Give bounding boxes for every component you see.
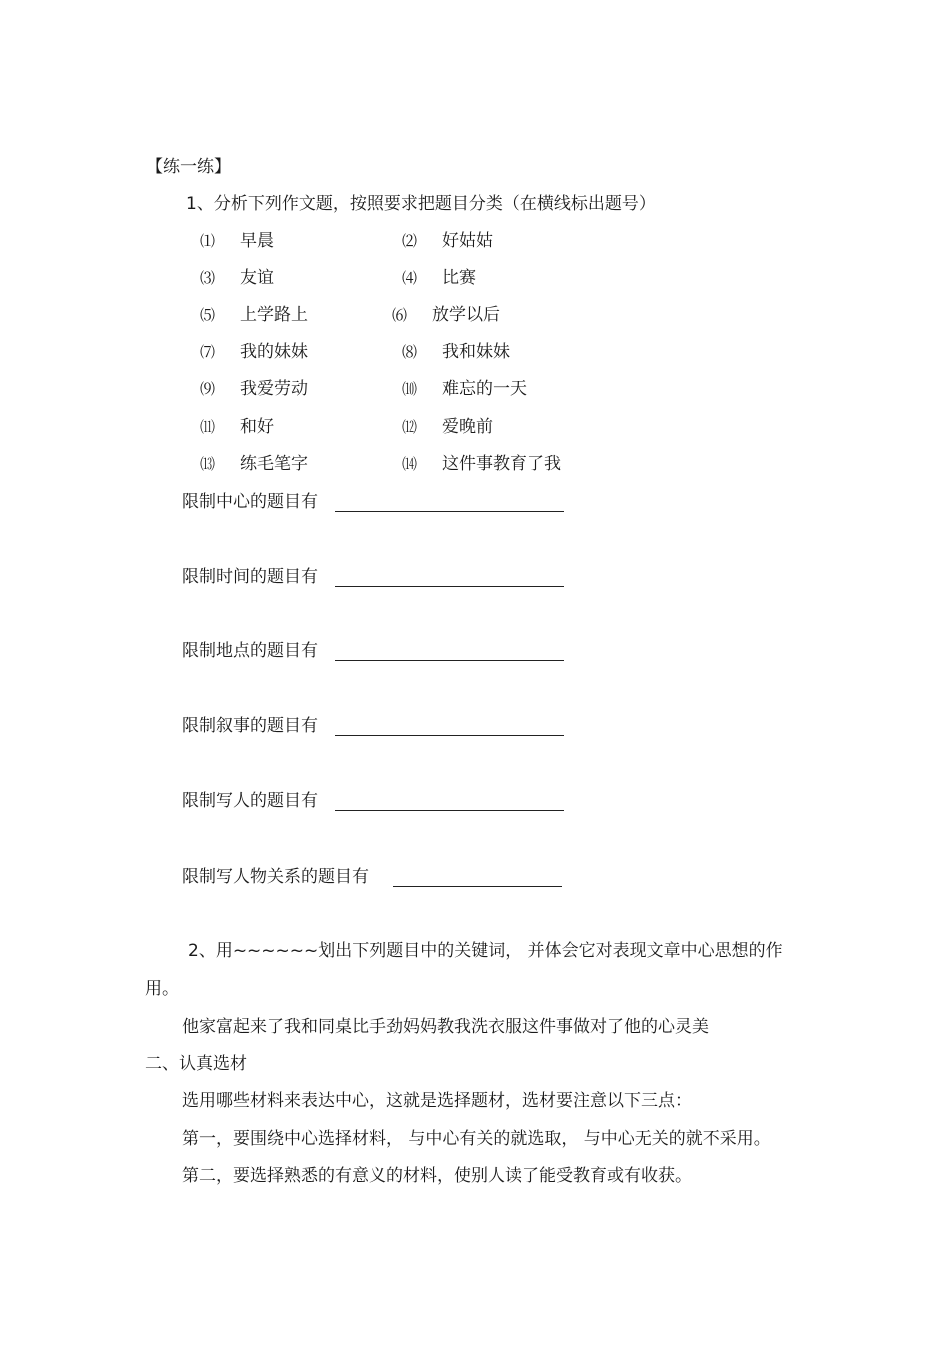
blank-label: 限制写人的题目有	[182, 791, 318, 811]
topic-label: 好姑姑	[442, 231, 493, 251]
topic-number: ⑴	[200, 232, 216, 250]
topic-label: 这件事教育了我	[442, 454, 561, 474]
answer-blank-line[interactable]	[393, 886, 562, 887]
topic-number: ⑸	[200, 306, 216, 324]
topic-number: ⑾	[200, 418, 216, 436]
topic-number: ⑺	[200, 343, 216, 361]
topic-number: ⑶	[200, 269, 216, 287]
blank-label: 限制叙事的题目有	[182, 716, 318, 736]
topic-label: 上学路上	[240, 305, 308, 325]
topic-number: ⒀	[200, 455, 216, 473]
part-2-point-1: 第一，要围绕中心选择材料， 与中心有关的就选取， 与中心无关的就不采用。	[182, 1129, 771, 1149]
topic-number: ⑵	[402, 232, 418, 250]
blank-label: 限制时间的题目有	[182, 567, 318, 587]
part-2-heading: 二、认真选材	[145, 1054, 247, 1074]
topic-number: ⑹	[392, 306, 408, 324]
topic-number: ⒁	[402, 455, 418, 473]
topic-number: ⑽	[402, 380, 418, 398]
question-2-titles: 他家富起来了我和同桌比手劲妈妈教我洗衣服这件事做对了他的心灵美	[182, 1017, 709, 1037]
blank-label: 限制中心的题目有	[182, 492, 318, 512]
topic-label: 友谊	[240, 268, 274, 288]
topic-label: 我和妹妹	[442, 342, 510, 362]
answer-blank-line[interactable]	[335, 660, 564, 661]
topic-label: 放学以后	[432, 305, 500, 325]
answer-blank-line[interactable]	[335, 735, 564, 736]
topic-label: 练毛笔字	[240, 454, 308, 474]
topic-label: 难忘的一天	[442, 379, 527, 399]
topic-label: 早晨	[240, 231, 274, 251]
blank-label: 限制地点的题目有	[182, 641, 318, 661]
blank-label: 限制写人物关系的题目有	[182, 867, 369, 887]
section-heading: 【练一练】	[146, 157, 231, 177]
topic-number: ⑿	[402, 418, 418, 436]
answer-blank-line[interactable]	[335, 810, 564, 811]
topic-label: 爱晚前	[442, 417, 493, 437]
topic-number: ⑻	[402, 343, 418, 361]
topic-label: 我爱劳动	[240, 379, 308, 399]
topic-label: 我的妹妹	[240, 342, 308, 362]
part-2-point-2: 第二，要选择熟悉的有意义的材料，使别人读了能受教育或有收获。	[182, 1166, 692, 1186]
answer-blank-line[interactable]	[335, 511, 564, 512]
part-2-intro: 选用哪些材料来表达中心，这就是选择题材，选材要注意以下三点：	[182, 1091, 692, 1111]
question-1-prompt: 1、分析下列作文题，按照要求把题目分类（在横线标出题号）	[186, 194, 656, 214]
question-2-line-2: 用。	[145, 979, 179, 999]
topic-number: ⑷	[402, 269, 418, 287]
topic-label: 和好	[240, 417, 274, 437]
topic-number: ⑼	[200, 380, 216, 398]
topic-label: 比赛	[442, 268, 476, 288]
answer-blank-line[interactable]	[335, 586, 564, 587]
question-2-line-1: 2、用~~~~~~划出下列题目中的关键词， 并体会它对表现文章中心思想的作	[188, 941, 783, 961]
